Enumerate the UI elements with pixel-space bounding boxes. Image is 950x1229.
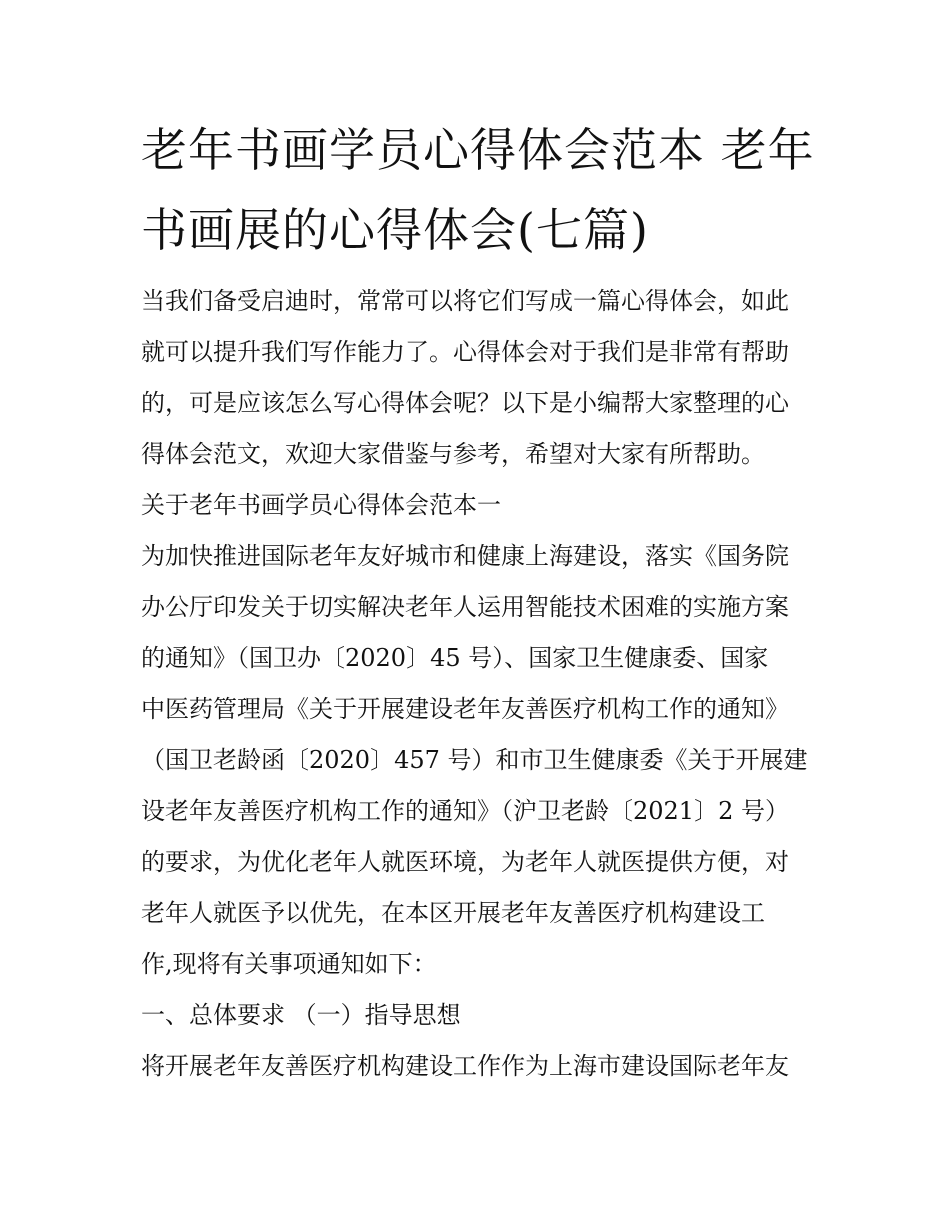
paragraph-line: 当我们备受启迪时，常常可以将它们写成一篇心得体会，如此 [141,287,789,315]
paragraph-line: 得体会范文，欢迎大家借鉴与参考，希望对大家有所帮助。 [141,440,765,468]
paragraph-line: 的要求，为优化老年人就医环境，为老年人就医提供方便，对 [141,848,789,876]
paragraph-line: 就可以提升我们写作能力了。心得体会对于我们是非常有帮助 [141,338,789,366]
paragraph-line: 的，可是应该怎么写心得体会呢？以下是小编帮大家整理的心 [141,389,789,417]
document-title: 老年书画学员心得体会范本 老年书画展的心得体会(七篇) [141,123,815,257]
paragraph-line: 老年人就医予以优先，在本区开展老年友善医疗机构建设工 [141,899,765,927]
paragraph-line: 的通知》（国卫办〔2020〕45 号）、国家卫生健康委、国家 [141,644,769,672]
paragraph-line: 中医药管理局《关于开展建设老年友善医疗机构工作的通知》 [141,695,789,723]
paragraph-line: 为加快推进国际老年友好城市和健康上海建设，落实《国务院 [141,542,789,570]
section-heading: 一、总体要求 （一）指导思想 [141,1001,461,1029]
paragraph-line: 办公厅印发关于切实解决老年人运用智能技术困难的实施方案 [141,593,789,621]
paragraph-line: 设老年友善医疗机构工作的通知》（沪卫老龄〔2021〕2 号） [141,797,789,825]
paragraph-line: 作,现将有关事项通知如下： [141,950,437,978]
section-heading: 关于老年书画学员心得体会范本一 [141,491,501,519]
paragraph-line: 将开展老年友善医疗机构建设工作作为上海市建设国际老年友 [141,1052,789,1080]
paragraph-line: （国卫老龄函〔2020〕457 号）和市卫生健康委《关于开展建 [141,746,808,774]
